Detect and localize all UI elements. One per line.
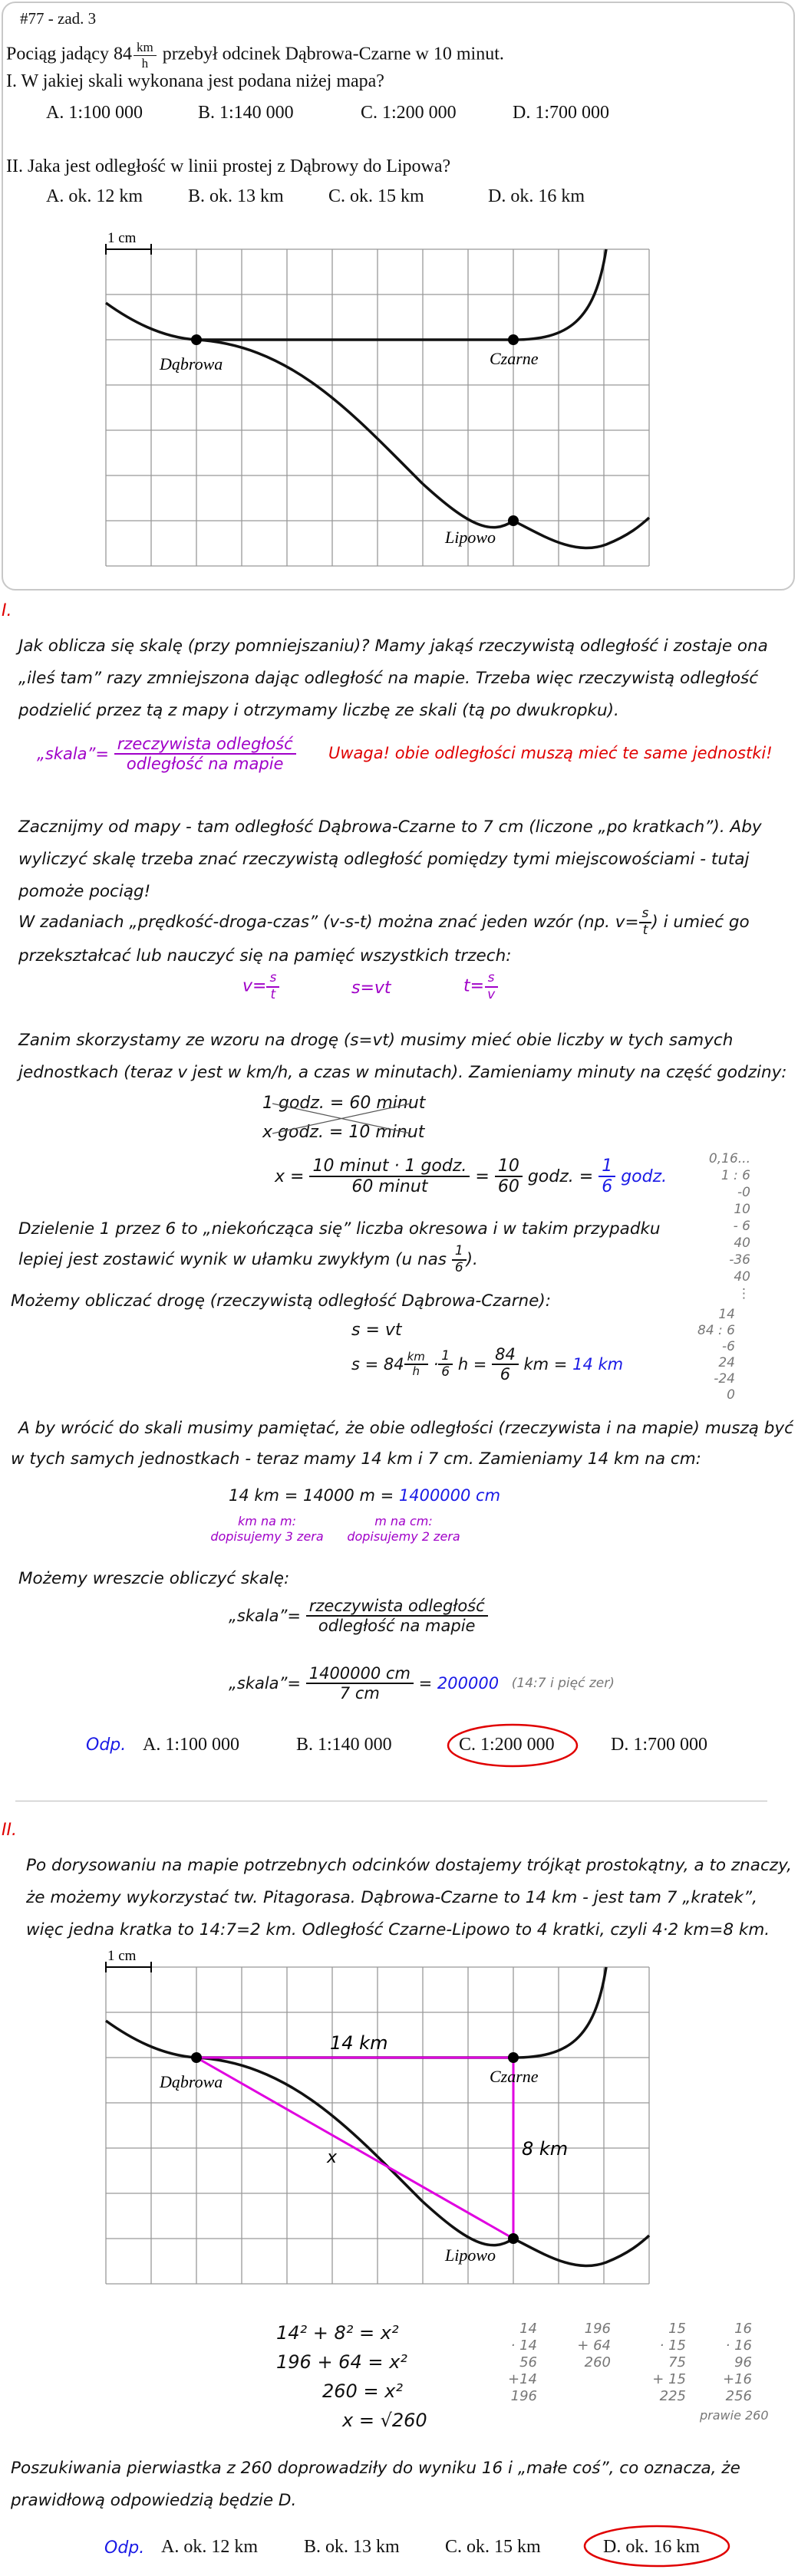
sol1-p9: Zanim skorzystamy ze wzoru na drogę (s=vt) musimy mieć obie liczby w tych samych (18, 1031, 734, 1050)
unit-conversion: 14 km = 14000 m = 1400000 cm (229, 1486, 501, 1505)
answer-label-2: Odp. (104, 2538, 145, 2558)
sol1-p5: wyliczyć skalę trzeba znać rzeczywistą odległość pomiędzy tymi miejscowościami - tutaj (18, 850, 750, 869)
scale-formula: „skala”= $\frac{\text{rzeczywista odległość}}{\text{odległość na mapie}}$ (37, 735, 296, 773)
label-dabrowa: Dąbrowa (160, 354, 223, 373)
mult-15: 15 · 15 75 + 15 225 (652, 2321, 686, 2404)
sol1-p13: Możemy obliczać drogę (rzeczywistą odległość Dąbrowa-Czarne): (11, 1291, 552, 1311)
label-czarne: Czarne (490, 349, 539, 368)
answer-1-d: D. 1:700 000 (611, 1735, 707, 1755)
distance-formula: s = vt (351, 1321, 402, 1340)
sol1-p8: przekształcać lub nauczyć się na pamięć wszystkich trzech: (18, 946, 512, 966)
note-km-to-m: km na m: dopisujemy 3 zera (210, 1514, 324, 1544)
dabrowa-point (191, 334, 202, 345)
mult-14: 14 · 14 56 +14 196 (508, 2321, 537, 2404)
label-14km: 14 km (330, 2032, 388, 2054)
question-2: II. Jaka jest odległość w linii prostej z Dąbrowy do Lipowa? (6, 156, 451, 176)
scale-formula-2: „skala”= $\frac{\text{rzeczywista odległość}}{\text{odległość na mapie}}$ (229, 1597, 488, 1635)
answer-1-c: C. 1:200 000 (459, 1735, 555, 1755)
answer-2-c: C. ok. 15 km (445, 2537, 541, 2557)
scale-calculation: „skala”= $\frac{1400000 cm}{7 cm}$ = 200000 (14:7 i pięć zer) (229, 1664, 615, 1703)
formula-t: t= $\frac{s}{v}$ (463, 971, 498, 1002)
scale-label: 1 cm (107, 230, 137, 246)
czarne-point (508, 334, 519, 345)
sol1-p11: Dzielenie 1 przez 6 to „niekończąca się” liczba okresowa i w takim przypadku (18, 1219, 661, 1239)
sol1-p14: A by wrócić do skali musimy pamiętać, że obie odległości (rzeczywista i na mapie) muszą być (18, 1419, 793, 1438)
q1-option-c: C. 1:200 000 (361, 103, 457, 123)
map-figure (100, 230, 660, 575)
answer-2-a: A. ok. 12 km (161, 2537, 258, 2557)
mult-16: 16 · 16 96 +16 256 (723, 2321, 752, 2404)
pythagoras-eq-4: x = √260 (342, 2410, 427, 2431)
answer-1-b: B. 1:140 000 (296, 1735, 392, 1755)
formula-s: s=vt (351, 979, 391, 998)
sol1-p2: „ileś tam” razy zmniejszona dając odległość na mapie. Trzeba więc rzeczywistą odległość (18, 669, 759, 688)
answer-2-d: D. ok. 16 km (603, 2537, 700, 2557)
x-calculation: x = $\frac{\text{10 minut · 1 godz.}}{\text{60 minut}}$ = $\frac{10}{60}$ godz. = $\frac{1}{6}$ godz. (275, 1156, 668, 1197)
proportion-2: x godz. = 10 minut (262, 1123, 425, 1142)
pythagoras-eq-2: 196 + 64 = x² (276, 2351, 407, 2373)
question-1: I. W jakiej skali wykonana jest podana niżej mapa? (6, 71, 384, 91)
note-m-to-cm: m na cm: dopisujemy 2 zera (347, 1514, 460, 1544)
task-code: #77 - zad. 3 (20, 9, 97, 28)
q1-option-d: D. 1:700 000 (513, 103, 609, 123)
sol1-p10: jednostkach (teraz v jest w km/h, a czas w minutach). Zamieniamy minuty na część godziny: (18, 1063, 787, 1082)
long-division-2: 14 84 : 6 -6 24 -24 0 (697, 1307, 735, 1403)
map-figure-annotated (100, 1948, 660, 2293)
answer-1-a: A. 1:100 000 (143, 1735, 239, 1755)
label-x: x (327, 2148, 338, 2167)
sol2-p1: Po dorysowaniu na mapie potrzebnych odcinków dostajemy trójkąt prostokątny, a to znaczy, (26, 1856, 792, 1875)
label-dabrowa: Dąbrowa (160, 2072, 223, 2091)
solution-1-marker: I. (2, 601, 12, 620)
sol2-p4: Poszukiwania pierwiastka z 260 doprowadziły do wyniku 16 i „małe coś”, co oznacza, że (11, 2459, 740, 2478)
sol1-p1: Jak oblicza się skalę (przy pomniejszaniu)? Mamy jakąś rzeczywistą odległość i zostaje ona (18, 637, 768, 656)
units-warning: Uwaga! obie odległości muszą mieć te same jednostki! (328, 744, 773, 762)
label-8km: 8 km (522, 2138, 569, 2160)
map-grid (106, 1967, 649, 2284)
pythagoras-eq-1: 14² + 8² = x² (276, 2322, 399, 2344)
answer-2-circle (580, 2520, 734, 2569)
pythagoras-eq-3: 260 = x² (322, 2380, 403, 2402)
sol1-p7: W zadaniach „prędkość-droga-czas” (v-s-t) można znać jeden wzór (np. v= $\frac{s}{t}$ ) i umieć go (18, 906, 750, 938)
lipowo-point (508, 2233, 519, 2244)
answer-1-circle (444, 1721, 582, 1770)
czarne-point (508, 2052, 519, 2063)
cross-multiply-lines (269, 1100, 414, 1138)
sol1-p3: podzielić przez tą z mapy i otrzymamy liczbę ze skali (tą po dwukropku). (18, 701, 619, 720)
solution-2-marker: II. (2, 1821, 17, 1840)
sol1-p16: Możemy wreszcie obliczyć skalę: (18, 1569, 290, 1588)
label-czarne: Czarne (490, 2067, 539, 2086)
q2-option-b: B. ok. 13 km (188, 186, 284, 206)
answer-label-1: Odp. (86, 1735, 127, 1755)
task-intro: Pociąg jadący 84 $\frac{km}{h}$ przebył odcinek Dąbrowa-Czarne w 10 minut. (6, 40, 504, 71)
q2-option-d: D. ok. 16 km (488, 186, 585, 206)
answer-2-b: B. ok. 13 km (304, 2537, 400, 2557)
note-almost-260: prawie 260 (700, 2408, 769, 2423)
sol2-p3: więc jedna kratka to 14:7=2 km. Odległość Czarne-Lipowo to 4 kratki, czyli 4·2 km=8 km. (26, 1920, 770, 1939)
sol1-p4: Zacznijmy od mapy - tam odległość Dąbrowa-Czarne to 7 cm (liczone „po kratkach”). Aby (18, 818, 762, 837)
q2-option-c: C. ok. 15 km (328, 186, 424, 206)
label-lipowo: Lipowo (445, 2245, 496, 2265)
q1-option-b: B. 1:140 000 (198, 103, 294, 123)
sol1-p15: w tych samych jednostkach - teraz mamy 14 km i 7 cm. Zamieniamy 14 km na cm: (11, 1449, 701, 1469)
scale-label: 1 cm (107, 1948, 137, 1964)
long-division-1: 0,16... 1 : 6 -0 10 - 6 40 -36 40 ⋮ (708, 1151, 750, 1301)
sol2-p2: że możemy wykorzystać tw. Pitagorasa. Dąbrowa-Czarne to 14 km - jest tam 7 „kratek”, (26, 1888, 757, 1907)
dabrowa-point (191, 2052, 202, 2063)
sol2-p5: prawidłową odpowiedzią będzie D. (11, 2491, 297, 2510)
map-grid (106, 249, 649, 566)
sum-196-64: 196 + 64 260 (577, 2321, 611, 2370)
q2-option-a: A. ok. 12 km (46, 186, 143, 206)
distance-calculation: s = 84 $\frac{km}{h}$ · $\frac{1}{6}$ h = $\frac{84}{6}$ km = 14 km (351, 1345, 624, 1384)
label-lipowo: Lipowo (445, 528, 496, 547)
formula-v: v= $\frac{s}{t}$ (242, 971, 279, 1002)
sol1-p12: lepiej jest zostawić wynik w ułamku zwykłym (u nas $\frac{1}{6}$ ). (18, 1243, 478, 1275)
proportion-1: 1 godz. = 60 minut (262, 1094, 426, 1113)
q1-option-a: A. 1:100 000 (46, 103, 143, 123)
lipowo-point (508, 515, 519, 526)
sol1-p6: pomoże pociąg! (18, 882, 151, 901)
